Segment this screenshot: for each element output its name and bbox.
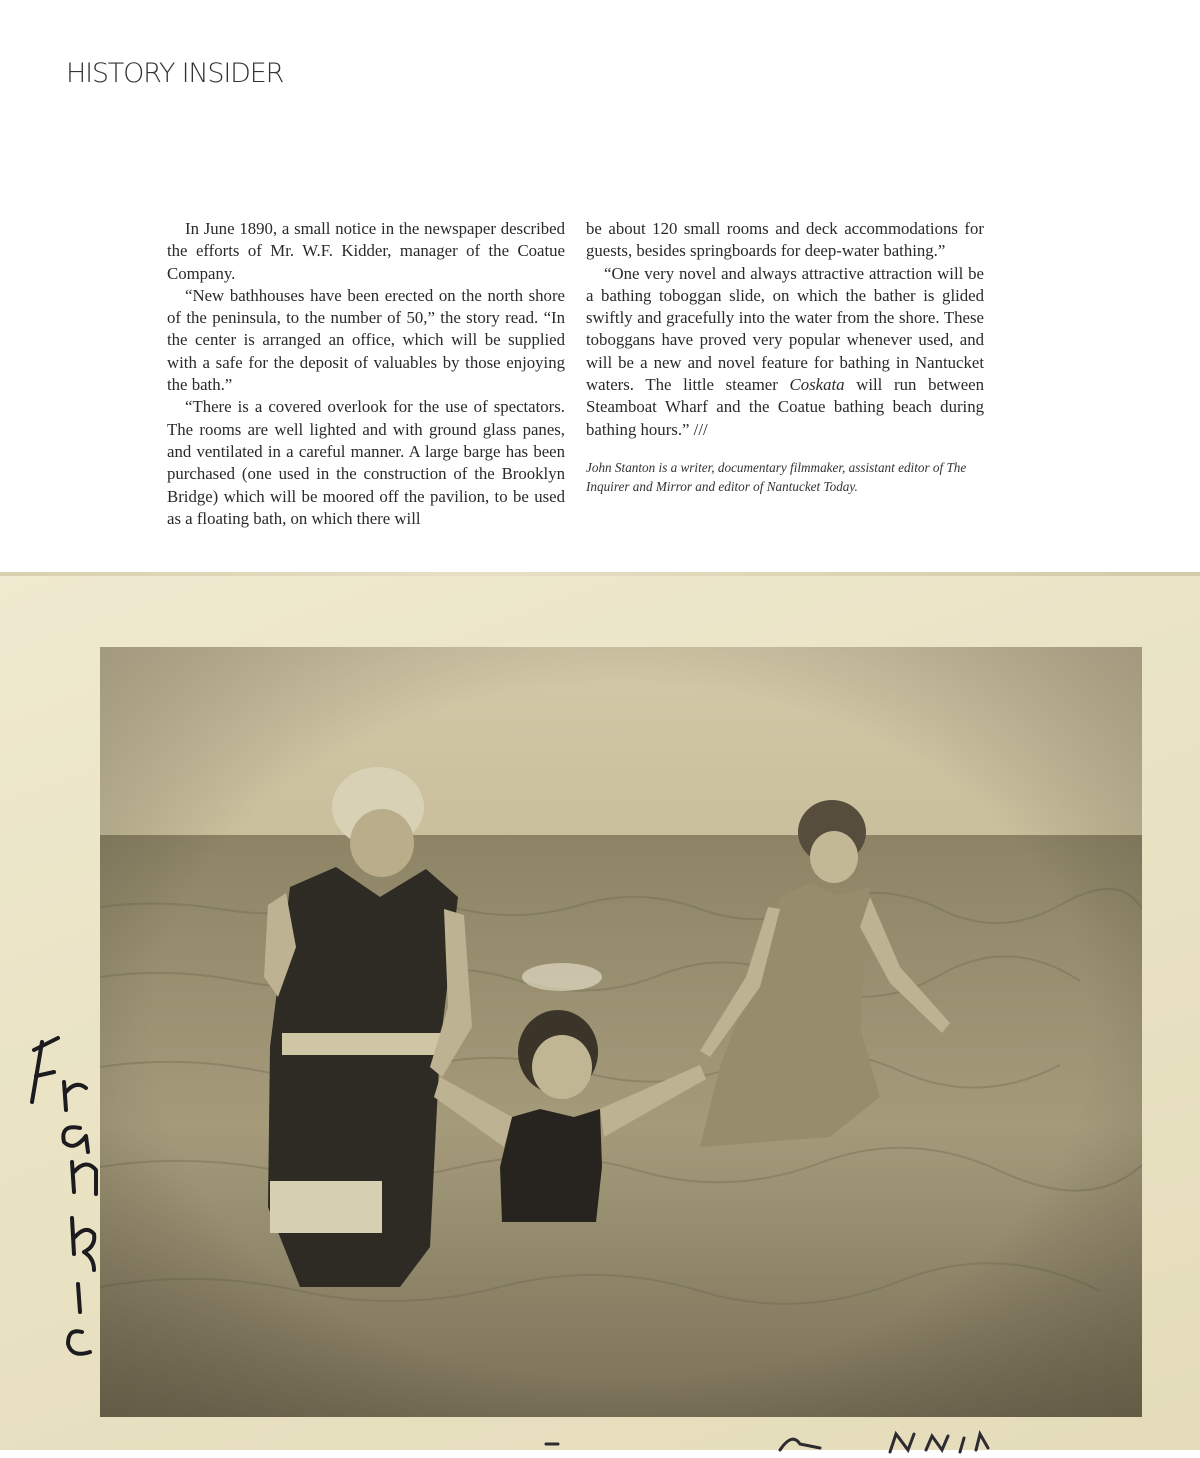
article-paragraph [586,263,984,441]
article-paragraph: “There is a covered overlook for the use of spectators. The rooms are well lighted and with ground glass panes, and ventilated in a careful manner. A large barge has been purchased (one used in the construction of the Brooklyn Bridge) which will be moored off the pavilion, to be used as a floating bath, on which there will [167,397,565,528]
vintage-photo-mount [0,572,1200,1450]
publication-name: The Inquirer and Mirror [586,459,967,494]
byline-text: John Stanton is a writer, documentary filmmaker, assistant editor of [586,459,947,475]
publication-name: Nantucket Today [766,478,855,494]
paragraph-text: will run between Steamboat Wharf and the Coatue bathing beach during bathing hours.” /// [586,375,984,439]
paragraph-text: “One very novel and always attractive attraction will be a bathing toboggan slide, on which the bather is glided swiftly and gracefully into the water from the shore. These toboggans have proved very popular whenever used, and will be a new and novel feature for bathing in Nantucket waters. The little steamer [586,263,984,395]
steamer-name: Coskata [789,375,845,395]
article-column-left [167,218,565,530]
byline-text: . [854,478,858,494]
vintage-beach-photo [100,647,1142,1417]
section-label: HISTORY INSIDER [66,58,284,89]
article-column-right [586,218,984,496]
handwritten-caption [24,1032,104,1392]
handwritten-name-frankie [24,1032,104,1392]
article-paragraph: “New bathhouses have been erected on the north shore of the peninsula, to the number of 50,” the story read. “In the center is arranged an office, which will be supplied with a safe for the deposit of valuables by those enjoying the bath.” [167,285,565,395]
author-byline [586,458,984,496]
article-paragraph: In June 1890, a small notice in the newspaper described the efforts of Mr. W.F. Kidder, manager of the Coatue Company. [167,219,565,283]
byline-text: and editor of [692,478,767,494]
article-paragraph: be about 120 small rooms and deck accommodations for guests, besides springboards for deep-water bathing.” [586,219,984,261]
article-body [0,218,1200,538]
